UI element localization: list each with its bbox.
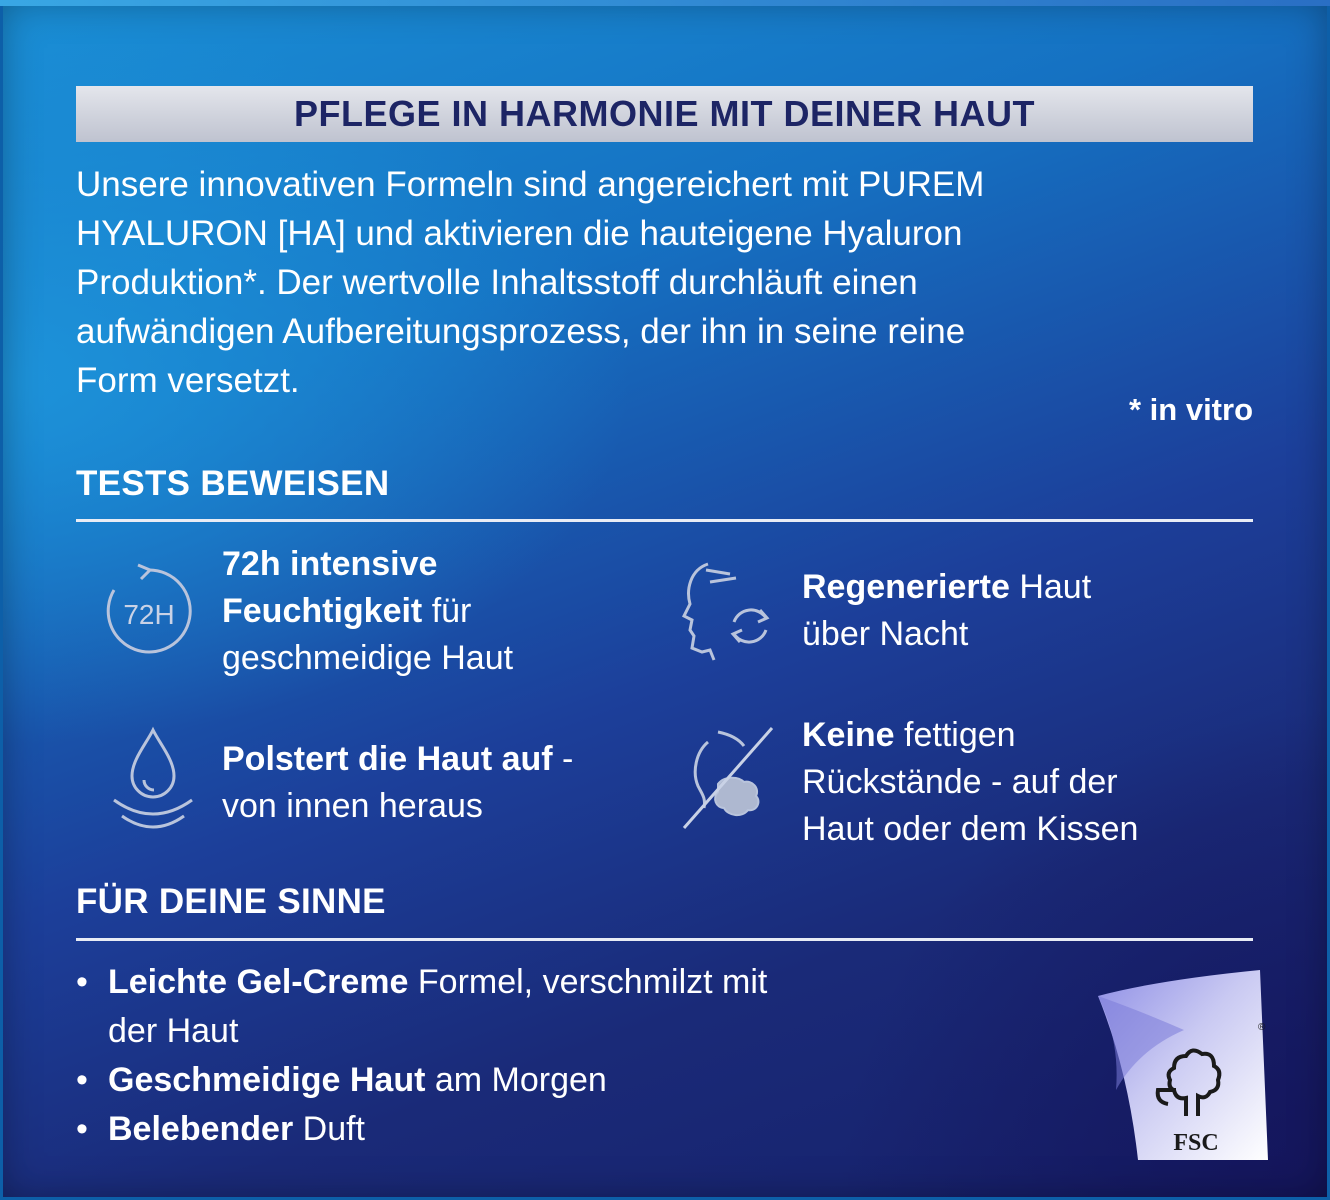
feature-no-grease-rest: fettigen (894, 716, 1016, 754)
72h-icon-label: 72H (123, 599, 175, 630)
72h-clock-icon (100, 562, 198, 660)
bullet-line2: der Haut (108, 1012, 239, 1050)
senses-divider (76, 938, 1253, 941)
footnote: * in vitro (1128, 392, 1253, 427)
feature-regenerate-bold: Regenerierte (802, 568, 1010, 606)
intro-text (76, 160, 1253, 405)
intro-line: HYALURON [HA] und aktivieren die hauteigene Hyaluron (76, 214, 963, 253)
feature-72h-rest2: für (422, 592, 472, 630)
feature-72h-line3: geschmeidige Haut (222, 639, 514, 677)
headline-banner (76, 86, 1253, 142)
feature-72h (222, 541, 513, 682)
senses-section-title: FÜR DEINE SINNE (76, 882, 386, 921)
top-border (0, 0, 1330, 6)
fsc-registered-mark: ® (1258, 1022, 1266, 1033)
feature-regenerate-rest: Haut (1009, 568, 1092, 606)
headline-title: PFLEGE IN HARMONIE MIT DEINER HAUT (293, 93, 1035, 134)
list-item (76, 958, 976, 1056)
bullet-marker: • (76, 1110, 88, 1148)
feature-droplet-bold: Polstert die Haut auf (222, 740, 553, 778)
fsc-label: FSC (1173, 1130, 1219, 1156)
intro-line: Unsere innovativen Formeln sind angereichert mit PUREM (76, 165, 985, 204)
intro-line: Form versetzt. (76, 361, 300, 400)
feature-droplet (222, 736, 573, 830)
fsc-logo (1098, 970, 1270, 1160)
tests-section-title: TESTS BEWEISEN (76, 464, 390, 503)
bullet-marker: • (76, 963, 88, 1001)
feature-no-grease-line3: Haut oder dem Kissen (802, 810, 1139, 848)
bullet-rest: Formel, verschmilzt mit (408, 963, 768, 1001)
droplet-icon (108, 726, 198, 830)
bullet-rest: Duft (293, 1110, 365, 1148)
bullet-bold: Geschmeidige Haut (108, 1061, 426, 1099)
face-regenerate-icon (680, 560, 780, 664)
list-item (76, 1105, 976, 1154)
no-grease-icon (678, 722, 780, 834)
feature-regenerate (802, 564, 1091, 658)
feature-droplet-line2: von innen heraus (222, 787, 483, 825)
feature-regenerate-line2: über Nacht (802, 615, 969, 653)
feature-droplet-rest: - (552, 740, 574, 778)
bullet-rest: am Morgen (425, 1061, 607, 1099)
list-item (76, 1056, 976, 1105)
feature-72h-bold1: 72h intensive (222, 545, 438, 583)
tests-divider (76, 519, 1253, 522)
bullet-marker: • (76, 1061, 88, 1099)
intro-line: aufwändigen Aufbereitungsprozess, der ihn in seine reine (76, 312, 966, 351)
feature-no-grease (802, 712, 1138, 853)
senses-bullet-list (76, 958, 976, 1154)
intro-line: Produktion*. Der wertvolle Inhaltsstoff durchläuft einen (76, 263, 918, 302)
bullet-bold: Leichte Gel-Creme (108, 963, 409, 1001)
feature-no-grease-line2: Rückstände - auf der (802, 763, 1118, 801)
bullet-bold: Belebender (108, 1110, 294, 1148)
feature-no-grease-bold: Keine (802, 716, 895, 754)
feature-72h-bold2: Feuchtigkeit (222, 592, 423, 630)
